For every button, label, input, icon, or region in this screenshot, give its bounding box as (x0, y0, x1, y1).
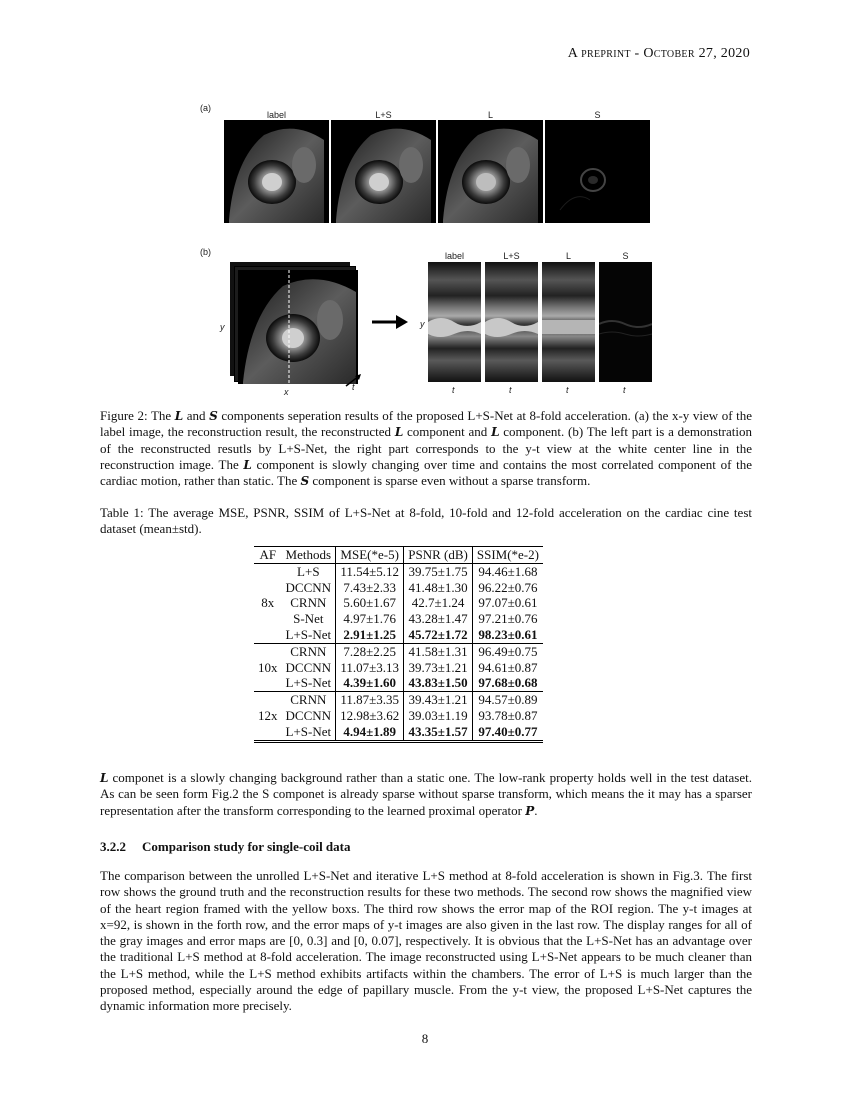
table-caption: Table 1: The average MSE, PSNR, SSIM of L+S-Net at 8-fold, 10-fold and 12-fold acceleration on the cardiac cine test dataset (mean±std). (100, 505, 752, 537)
col-mse: MSE(*e-5) (336, 547, 404, 564)
table-row (254, 660, 543, 676)
axis-y-right: y (420, 319, 425, 329)
yt-ls-image (485, 262, 538, 382)
mse-cell: 4.97±1.76 (336, 611, 404, 627)
results-table (254, 546, 543, 743)
right-arrow-icon (372, 314, 408, 330)
psnr-cell: 41.58±1.31 (404, 643, 473, 659)
panel-b-title-s: S (622, 251, 629, 261)
mse-cell: 11.87±3.35 (336, 692, 404, 708)
psnr-cell: 39.73±1.21 (404, 660, 473, 676)
mri-stack-front-image (238, 270, 358, 384)
psnr-cell: 43.83±1.50 (404, 675, 473, 691)
psnr-cell: 43.35±1.57 (404, 724, 473, 741)
paragraph-1: L componet is a slowly changing background rather than a static one. The low-rank property holds well in the test dataset. As can be seen form Fig.2 the S componet is already sparse without sparse transform, which means the it may has a sparser representation after the transform corresponding to the learned proximal operator P. (100, 770, 752, 818)
page-number: 8 (421, 1031, 429, 1046)
panel-a-title-s: S (594, 110, 601, 120)
method-cell: S-Net (282, 611, 336, 627)
axis-y-left: y (220, 322, 225, 332)
yt-label-image (428, 262, 481, 382)
figure-caption: Figure 2: The L and S components seperation results of the proposed L+S-Net at 8-fold acceleration. (a) the x-y view of the label image, the reconstruction result, the reconstructed L component and L component. (b) The left part is a demonstration of the reconstructed resutls by L+S-Net, the right part corresponds to the y-t view at the white center line in the reconstruction image. The L component is slowly changing over time and contains the most correlated component of the cardiac motion, rather than static. The S component is sparse even without a sparse transform. (100, 408, 753, 489)
af-cell: 12x (254, 692, 282, 741)
col-methods: Methods (282, 547, 336, 564)
table-row (254, 675, 543, 691)
panel-b-title-ls: L+S (503, 251, 520, 261)
ssim-cell: 94.46±1.68 (478, 563, 538, 579)
table-row (254, 563, 543, 579)
ssim-cell: 97.40±0.77 (472, 724, 543, 741)
table-row (254, 611, 543, 627)
yt-l-image (542, 262, 595, 382)
psnr-cell: 43.28±1.47 (404, 611, 473, 627)
mse-cell: 2.91±1.25 (336, 627, 404, 643)
axis-t-1: t (452, 385, 455, 395)
af-cell: 10x (254, 643, 282, 691)
panel-a-title-ls: L+S (375, 110, 392, 120)
mse-cell: 7.43±2.33 (336, 580, 404, 596)
paragraph-2: The comparison between the unrolled L+S-Net and iterative L+S method at 8-fold acceleration is shown in Fig.3. The first row shows the ground truth and the reconstruction results for these two methods. The second row shows the magnified view of the heart region framed with the yellow boxs. The third row shows the error map of the ROI region. The y-t images at x=92, is shown in the forth row, and the error maps of y-t images are also given in the last row. The display ranges for all of the gray images and error maps are [0, 0.3] and [0, 0.07], respectively. It is obvious that the L+S-Net has an advantage over the traditional L+S method at 8-fold acceleration. The image reconstructed using L+S-Net appears to be much cleaner than the L+S method, while the L+S method exhibits artifacts within the chambers. The error of L+S is much larger than the proposed method, especially around the edge of papillary muscle. From the y-t view, the proposed L+S-Net captures the dynamic information more precisely. (100, 868, 752, 1014)
axis-t-3: t (566, 385, 569, 395)
ssim-cell: 94.57±0.89 (478, 692, 538, 708)
method-cell: DCCNN (282, 580, 336, 596)
panel-a-title-l: L (487, 110, 493, 120)
panel-b-title-label: label (444, 251, 464, 261)
psnr-cell: 45.72±1.72 (404, 627, 473, 643)
af-cell: 8x (254, 563, 282, 643)
axis-t-left: t (352, 382, 355, 392)
col-psnr: PSNR (dB) (404, 547, 473, 564)
table-row (254, 708, 543, 724)
mse-cell: 11.54±5.12 (336, 563, 404, 579)
psnr-cell: 39.03±1.19 (404, 708, 473, 724)
section-heading: 3.2.2 Comparison study for single-coil data (100, 839, 351, 854)
ssim-cell: 97.68±0.68 (472, 675, 543, 691)
axis-t-2: t (509, 385, 512, 395)
mse-cell: 12.98±3.62 (336, 708, 404, 724)
mse-cell: 4.94±1.89 (336, 724, 404, 741)
method-cell: L+S-Net (282, 724, 336, 741)
panel-a-title-label: label (266, 110, 286, 120)
mse-cell: 11.07±3.13 (336, 660, 404, 676)
mse-cell: 5.60±1.67 (336, 595, 404, 611)
panel-a-label: (a) (200, 103, 211, 113)
method-cell: L+S-Net (282, 675, 336, 691)
ssim-cell: 93.78±0.87 (478, 707, 538, 723)
table-row (254, 724, 543, 741)
mse-cell: 4.39±1.60 (336, 675, 404, 691)
method-cell: CRNN (282, 643, 336, 659)
method-cell: DCCNN (282, 708, 336, 724)
psnr-cell: 41.48±1.30 (404, 580, 473, 596)
table-row (254, 627, 543, 643)
ssim-cell: 97.07±0.61 (478, 595, 538, 611)
panel-b-title-l: L (565, 251, 571, 261)
method-cell: CRNN (282, 692, 336, 708)
col-ssim: SSIM(*e-2) (472, 547, 543, 564)
mri-l-image (438, 120, 543, 223)
method-cell: CRNN (282, 595, 336, 611)
table-row (254, 580, 543, 596)
method-cell: L+S (282, 563, 336, 579)
ssim-cell: 96.22±0.76 (478, 579, 538, 595)
mri-s-image (545, 120, 650, 223)
table-row (254, 643, 543, 659)
ssim-cell: 96.49±0.75 (478, 643, 538, 659)
axis-t-4: t (623, 385, 626, 395)
table-row (254, 692, 543, 708)
ssim-cell: 94.61±0.87 (478, 659, 538, 675)
ssim-cell: 97.21±0.76 (478, 611, 538, 627)
method-cell: L+S-Net (282, 627, 336, 643)
running-head: A preprint - October 27, 2020 (567, 46, 750, 61)
psnr-cell: 39.75±1.75 (404, 563, 473, 579)
ssim-cell: 98.23±0.61 (472, 627, 543, 643)
mse-cell: 7.28±2.25 (336, 643, 404, 659)
method-cell: DCCNN (282, 660, 336, 676)
panel-b-label: (b) (200, 247, 211, 257)
yt-s-image (599, 262, 652, 382)
psnr-cell: 42.7±1.24 (404, 595, 473, 611)
col-af: AF (254, 547, 282, 564)
mri-ls-image (331, 120, 436, 223)
mri-label-image (224, 120, 329, 223)
axis-x: x (284, 387, 289, 397)
table-row (254, 595, 543, 611)
psnr-cell: 39.43±1.21 (404, 692, 473, 708)
